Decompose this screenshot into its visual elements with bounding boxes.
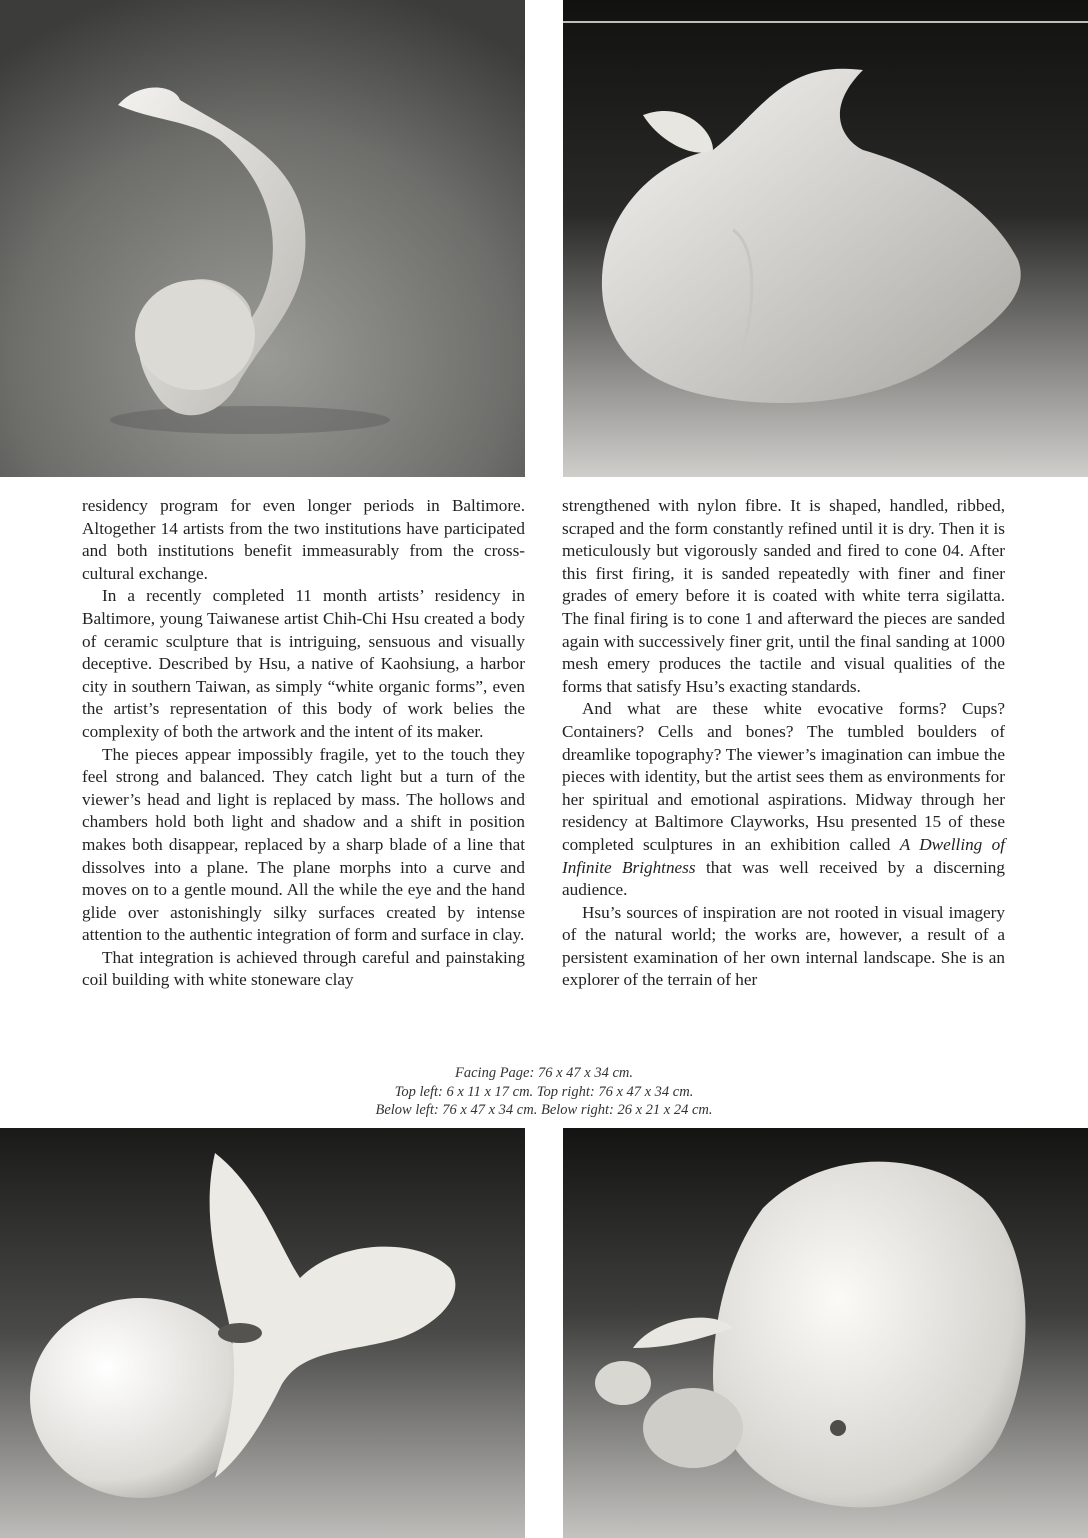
- photo-bottom-right-sculpture: [563, 1128, 1088, 1538]
- paragraph: residency program for even longer periods in Baltimore. Altogether 14 artists from the two institutions have participated and both institutions benefit immeasurably from the cross-cultural exchange.: [82, 496, 525, 583]
- article-column-right: [562, 495, 1005, 992]
- photo-top-right-sculpture: [563, 0, 1088, 477]
- photo-top-left-sculpture: [0, 0, 525, 477]
- caption-line: Facing Page: 76 x 47 x 34 cm.: [455, 1065, 633, 1081]
- paragraph: [562, 698, 1005, 901]
- paragraph: That integration is achieved through careful and painstaking coil building with white stoneware clay: [82, 947, 525, 990]
- paragraph: The pieces appear impossibly fragile, yet to the touch they feel strong and balanced. They catch light but a turn of the viewer’s head and light is replaced by mass. The hollows and chambers hold both light and shadow and a shift in position makes both disappear, replaced by a sharp blade of a line that dissolves into a plane. The plane morphs into a curve and moves on to a gentle mound. All the while the eye and the hand glide over astonishingly silky surfaces created by intense attention to the authentic integration of form and surface in clay.: [82, 744, 525, 945]
- paragraph-text: that was well received by a discerning audience.: [562, 857, 1005, 900]
- photo-caption: [0, 1064, 1088, 1120]
- paragraph-text: And what are these white evocative forms? Cups? Containers? Cells and bones? The tumbled boulders of dreamlike topography? The viewer’s imagination can imbue the pieces with identity, but the artist sees them as environments for her spiritual and emotional aspirations. Midway through her residency at Baltimore Clayworks, Hsu presented 15 of these completed sculptures in an exhibition called: [562, 699, 1005, 854]
- caption-line: Top left: 6 x 11 x 17 cm. Top right: 76 x 47 x 34 cm.: [394, 1083, 694, 1100]
- caption-line: Below left: 76 x 47 x 34 cm. Below right: 26 x 21 x 24 cm.: [375, 1102, 713, 1118]
- paragraph: In a recently completed 11 month artists’ residency in Baltimore, young Taiwanese artist Chih-Chi Hsu created a body of ceramic sculpture that is intriguing, sensuous and visually deceptive. Described by Hsu, a native of Kaohsiung, a harbor city in southern Taiwan, as simply “white organic forms”, even the artist’s representation of this body of work belies the complexity of both the artwork and the intent of its maker.: [82, 586, 525, 741]
- photo-bottom-left-sculpture: [0, 1128, 525, 1538]
- paragraph: Hsu’s sources of inspiration are not rooted in visual imagery of the natural world; the works are, however, a result of a persistent examination of her own internal landscape. She is an explorer of the terrain of her: [562, 902, 1005, 990]
- article-column-left: [82, 495, 525, 992]
- exhibition-title: A Dwelling of Infinite Brightness: [562, 834, 1005, 877]
- paragraph: strengthened with nylon fibre. It is shaped, handled, ribbed, scraped and the form constantly refined until it is dry. Then it is meticulously but vigorously sanded and fired to cone 04. After this first firing, it is sanded repeatedly with finer and finer grades of emery before it is coated with white terra sigilatta. The final firing is to cone 1 and afterward the pieces are sanded again with successively finer grit, until the final sanding at 1000 mesh emery produces the tactile and visual qualities of the forms that satisfy Hsu’s exacting standards.: [562, 496, 1005, 696]
